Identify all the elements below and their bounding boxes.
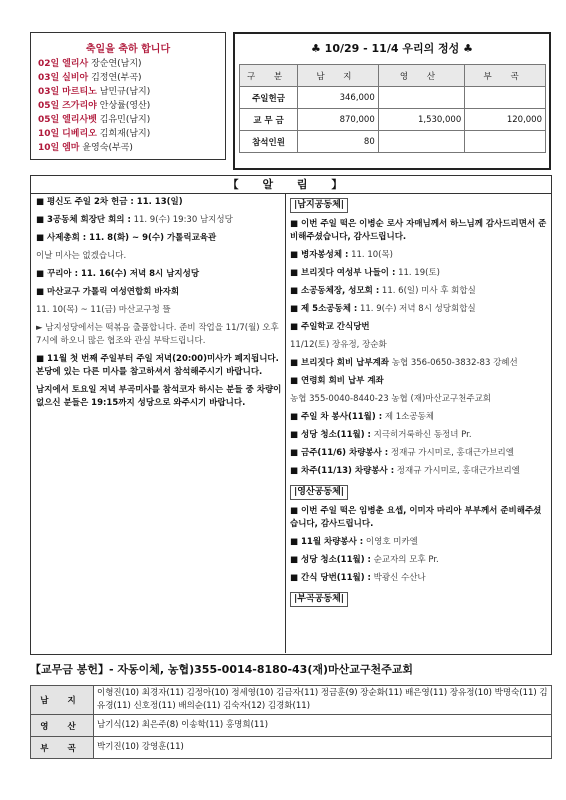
section-heading: |부곡공동체|: [290, 592, 348, 607]
feast-saint: 실비아: [62, 73, 89, 83]
notice-item-bold: ■ 11월 첫 번째 주일부터 주일 저녁(20:00)미사가 폐지됩니다. 본당에 있는 다른 미사를 참고하셔서 참석해주시기 바랍니다.: [36, 354, 279, 377]
feast-saint: 엘리사벳: [62, 115, 97, 125]
feast-date: 05일: [38, 115, 60, 125]
duty-names: 남기식(12) 최은주(8) 이송학(11) 홍명희(11): [94, 715, 552, 737]
offering-row: [240, 109, 546, 131]
offering-box: [233, 32, 551, 170]
feast-saint: 엠마: [62, 143, 80, 153]
notice-item: [290, 554, 548, 567]
offering-cell: [378, 87, 464, 109]
notice-item-bold: ■ 간식 당번(11월) :: [290, 573, 371, 583]
notice-item: [290, 536, 548, 549]
notice-item: [36, 304, 282, 317]
feast-date: 10일: [38, 143, 60, 153]
notice-item-text: 제 1소공동체: [382, 412, 435, 422]
notice-item-bold: ■ 주일학교 간식당번: [290, 322, 370, 332]
notice-item-bold: ■ 브리짓다 회비 납부계좌: [290, 358, 390, 368]
notice-item-text: 순교자의 모후 Pr.: [370, 555, 439, 565]
notice-item: [36, 232, 282, 245]
notice-item-bold: ■ 사제총회 : 11. 8(화) ~ 9(수) 가톨릭교육관: [36, 233, 217, 243]
notice-item-bold: ■ 연령회 회비 납부 계좌: [290, 376, 384, 386]
notice-item: [290, 411, 548, 424]
duty-group: 영 산: [31, 715, 94, 737]
bank-account-line: 【교무금 봉헌】- 자동이체, 농협)355-0014-8180-43(재)마산교구천주교회: [30, 663, 414, 676]
notice-item-bold: ■ 소공동체장, 성모회 :: [290, 286, 380, 296]
notice-item-text: 11. 9(수) 19:30 남지성당: [130, 215, 233, 225]
notice-box: [30, 175, 552, 655]
duty-group: 남 지: [31, 686, 94, 715]
notice-item: [290, 285, 548, 298]
offering-cell: [378, 131, 464, 153]
duty-names: 이형진(10) 최경자(11) 김정아(10) 정세영(10) 김금자(11) 정금훈(9) 장순화(11) 배은영(11) 장유정(10) 박명숙(11) 김유경(11) 신호정(11) 배의순(11) 김숙자(12) 김경화(11): [94, 686, 552, 715]
notice-item: [36, 353, 282, 379]
duty-group: 부 곡: [31, 737, 94, 759]
section-heading: |남지공동체|: [290, 198, 348, 213]
notice-item-bold: ■ 이번 주일 떡은 이병순 로사 자매님께서 하느님께 감사드리면서 준비해주셨습니다, 감사드립니다.: [290, 219, 547, 242]
offering-row-label: 교 무 금: [240, 109, 298, 131]
feast-names: 김희재(남지): [99, 129, 151, 139]
notice-item: [290, 303, 548, 316]
offering-header: 구 분: [240, 65, 298, 87]
section-heading: |영산공동체|: [290, 485, 348, 500]
duty-row: [31, 686, 552, 715]
notice-item-text: 11. 10(목) ~ 11(금) 마산교구청 뜰: [36, 305, 171, 315]
offering-header-row: [240, 65, 546, 87]
feast-row: [38, 85, 150, 99]
notice-item: [290, 572, 548, 585]
offering-header: 부 곡: [465, 65, 546, 87]
notice-item-text: 이날 미사는 없겠습니다.: [36, 251, 127, 261]
feast-title: 축일을 축하 합니다: [85, 44, 171, 55]
notice-item-bold: ■ 주일 차 봉사(11월) :: [290, 412, 383, 422]
notice-item-bold: ■ 11월 차량봉사 :: [290, 537, 364, 547]
notice-item: [290, 505, 548, 531]
offering-cell: 870,000: [298, 109, 379, 131]
offering-cell: 80: [298, 131, 379, 153]
notice-item: [290, 267, 548, 280]
notice-item-bold: ■ 병자봉성체 :: [290, 250, 349, 260]
feast-date: 03일: [38, 87, 60, 97]
notice-divider-top: [31, 193, 551, 194]
notice-item: [290, 357, 548, 370]
notice-item: [36, 214, 282, 227]
feast-date: 03일: [38, 73, 60, 83]
notice-item-bold: ■ 3공동체 회장단 회의 :: [36, 215, 131, 225]
notice-item-bold: ■ 꾸리아 : 11. 16(수) 저녁 8시 남지성당: [36, 269, 200, 279]
notice-item-bold: ■ 마산교구 가톨릭 여성연합회 바자회: [36, 287, 180, 297]
notice-item-text: ► 남지성당에서는 떡볶음 출품합니다. 준비 작업을 11/7(월) 오후 7시에 하오니 많은 협조와 관심 부탁드립니다.: [36, 323, 279, 346]
offering-cell: [465, 87, 546, 109]
offering-row: [240, 87, 546, 109]
notice-item: [290, 393, 548, 406]
notice-item: [290, 249, 548, 262]
notice-item-bold: 남지에서 토요일 저녁 부곡미사를 참석코자 하시는 분들 중 차량이 없으신 분들은 19:15까지 성당으로 와주시기 바랍니다.: [36, 385, 282, 408]
notice-item-bold: ■ 제 5소공동체 :: [290, 304, 358, 314]
feast-row: [38, 141, 150, 155]
feast-saint: 즈가리야: [62, 101, 97, 111]
feast-saint: 엘리사: [62, 59, 89, 69]
offering-title: ♣ 10/29 - 11/4 우리의 정성 ♣: [310, 42, 473, 55]
notice-item-text: 박광신 수산나: [370, 573, 426, 583]
feast-row: [38, 113, 150, 127]
notice-item-bold: ■ 성당 청소(11월) :: [290, 430, 371, 440]
notice-title: 【 알 림 】: [227, 178, 353, 191]
offering-table: [239, 64, 546, 153]
notice-item-text: 11. 10(목): [348, 250, 393, 260]
offering-row: [240, 131, 546, 153]
feast-names: 김유민(남지): [99, 115, 151, 125]
notice-item-text: 정재규 가시미로, 홍대근가브리엘: [388, 448, 514, 458]
notice-item: [36, 322, 282, 348]
notice-item-bold: ■ 브리짓다 여성부 나들이 :: [290, 268, 396, 278]
notice-item: [290, 339, 548, 352]
notice-item-text: 농협 356-0650-3832-83 강혜선: [389, 358, 518, 368]
notice-item: [290, 218, 548, 244]
notice-item-text: 11. 19(토): [395, 268, 440, 278]
notice-right-column: [290, 196, 548, 612]
notice-item-bold: ■ 평신도 주일 2차 헌금 : 11. 13(일): [36, 197, 183, 207]
feast-row: [38, 57, 150, 71]
offering-cell: 1,530,000: [378, 109, 464, 131]
feast-names: 남민규(남지): [99, 87, 151, 97]
notice-item-text: 이영호 미카엘: [363, 537, 418, 547]
notice-item: [36, 384, 282, 410]
offering-header: 영 산: [378, 65, 464, 87]
notice-item: [290, 465, 548, 478]
notice-item: [290, 429, 548, 442]
notice-item: [290, 447, 548, 460]
notice-item: [36, 286, 282, 299]
feast-names: 김정연(부곡): [91, 73, 142, 83]
notice-item-bold: ■ 차주(11/13) 차량봉사 :: [290, 466, 395, 476]
offering-cell: [465, 131, 546, 153]
notice-item-text: 11. 9(수) 저녁 8시 성당회합실: [357, 304, 476, 314]
feast-row: [38, 71, 150, 85]
notice-item-text: 11/12(토) 장유정, 장순화: [290, 340, 387, 350]
duty-names: 박기진(10) 강영훈(11): [94, 737, 552, 759]
notice-item-text: 지극히거룩하신 동정녀 Pr.: [370, 430, 472, 440]
notice-item: [290, 321, 548, 334]
feast-row: [38, 127, 150, 141]
feast-row: [38, 99, 150, 113]
notice-item: [36, 250, 282, 263]
offering-cell: 120,000: [465, 109, 546, 131]
feast-date: 10일: [38, 129, 60, 139]
offering-header: 남 지: [298, 65, 379, 87]
feast-box: [30, 32, 226, 160]
notice-item: [36, 196, 282, 209]
feast-saint: 디베리오: [62, 129, 97, 139]
feast-names: 안상률(영산): [99, 101, 151, 111]
offering-cell: 346,000: [298, 87, 379, 109]
notice-left-column: [36, 196, 282, 415]
notice-item-text: 농협 355-0040-8440-23 농협 (재)마산교구천주교회: [290, 394, 491, 404]
notice-item-bold: ■ 이번 주일 떡은 임병춘 요셉, 이미자 마리아 부부께서 준비해주셨습니다, 감사드립니다.: [290, 506, 542, 529]
feast-list: [38, 57, 150, 155]
feast-saint: 마르티노: [62, 87, 97, 97]
feast-names: 장순연(남지): [91, 59, 142, 69]
notice-item-bold: ■ 성당 청소(11월) :: [290, 555, 371, 565]
duty-row: [31, 737, 552, 759]
offering-row-label: 참석인원: [240, 131, 298, 153]
notice-item: [290, 375, 548, 388]
feast-date: 05일: [38, 101, 60, 111]
notice-item-text: 정재규 가시미로, 홍대근가브리엘: [394, 466, 520, 476]
offering-row-label: 주일헌금: [240, 87, 298, 109]
duty-row: [31, 715, 552, 737]
notice-item-text: 11. 6(일) 미사 후 회합실: [379, 286, 476, 296]
notice-item-bold: ■ 금주(11/6) 차량봉사 :: [290, 448, 389, 458]
feast-names: 윤영숙(부곡): [82, 143, 133, 153]
duty-table: [30, 685, 552, 759]
notice-item: [36, 268, 282, 281]
notice-divider-vertical: [285, 193, 286, 653]
feast-date: 02일: [38, 59, 60, 69]
